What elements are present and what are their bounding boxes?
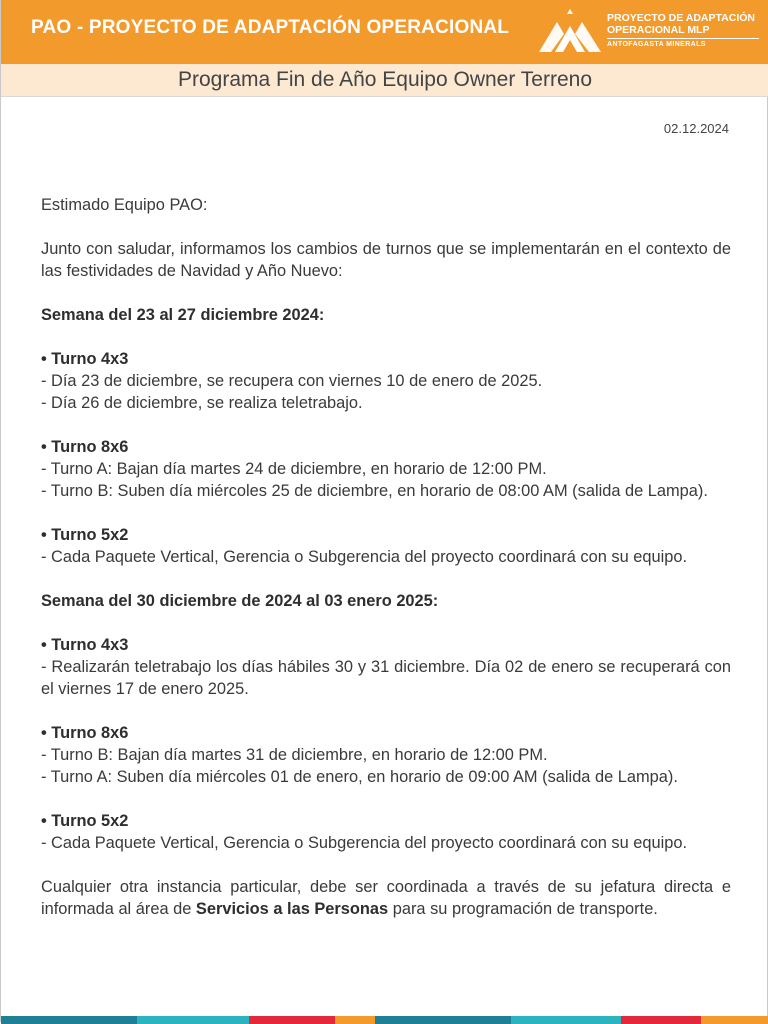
week-heading: Semana del 30 diciembre de 2024 al 03 enero 2025: xyxy=(41,592,439,610)
shift-line: - Cada Paquete Vertical, Gerencia o Subgerencia del proyecto coordinará con su equipo. xyxy=(41,834,688,852)
shift-title: • Turno 8x6 xyxy=(41,724,129,742)
letter-body xyxy=(41,194,731,920)
shift-title: • Turno 4x3 xyxy=(41,350,129,368)
mountain-logo-icon xyxy=(537,8,603,56)
logo-subtext: ANTOFAGASTA MINERALS xyxy=(607,38,759,49)
footer-strip-segment xyxy=(249,1016,335,1024)
footer-color-strip xyxy=(1,1016,768,1024)
header-bar xyxy=(1,0,768,64)
shift-line: - Cada Paquete Vertical, Gerencia o Subgerencia del proyecto coordinará con su equipo. xyxy=(41,548,688,566)
subtitle-band xyxy=(1,64,768,97)
footer-strip-segment xyxy=(335,1016,375,1024)
shift-line: - Turno B: Bajan día martes 31 de diciembre, en horario de 12:00 PM. xyxy=(41,746,548,764)
footer-strip-segment xyxy=(701,1016,768,1024)
shift-title: • Turno 8x6 xyxy=(41,438,129,456)
shift-line: - Turno A: Bajan día martes 24 de diciembre, en horario de 12:00 PM. xyxy=(41,460,547,478)
shift-title: • Turno 4x3 xyxy=(41,636,129,654)
closing-text: Cualquier otra instancia particular, debe ser coordinada a través de su jefatura directa e informada al área de xyxy=(41,878,731,918)
header-title: PAO - PROYECTO DE ADAPTACIÓN OPERACIONAL xyxy=(31,17,510,38)
closing-emphasis: Servicios a las Personas xyxy=(195,900,389,918)
footer-strip-segment xyxy=(511,1016,621,1024)
footer-strip-segment xyxy=(621,1016,701,1024)
shift-title: • Turno 5x2 xyxy=(41,812,129,830)
shift-line: - Día 23 de diciembre, se recupera con viernes 10 de enero de 2025. xyxy=(41,372,543,390)
greeting: Estimado Equipo PAO: xyxy=(41,196,208,214)
footer-strip-segment xyxy=(375,1016,511,1024)
logo-line2: OPERACIONAL MLP xyxy=(607,24,710,36)
document-subtitle: Programa Fin de Año Equipo Owner Terreno xyxy=(177,68,592,91)
shift-line: - Realizarán teletrabajo los días hábiles 30 y 31 diciembre. Día 02 de enero se recuperará con el viernes 17 de enero 2025. xyxy=(41,658,731,698)
shift-line: - Día 26 de diciembre, se realiza teletrabajo. xyxy=(41,394,363,412)
document-date: 02.12.2024 xyxy=(663,121,729,136)
shift-line: - Turno A: Suben día miércoles 01 de enero, en horario de 09:00 AM (salida de Lampa). xyxy=(41,768,678,786)
logo-text xyxy=(607,12,759,49)
intro-paragraph: Junto con saludar, informamos los cambios de turnos que se implementarán en el contexto de las festividades de Navidad y Año Nuevo: xyxy=(41,240,731,280)
closing-text-end: para su programación de transporte. xyxy=(388,900,658,918)
footer-strip-segment xyxy=(137,1016,249,1024)
footer-strip-segment xyxy=(1,1016,137,1024)
shift-title: • Turno 5x2 xyxy=(41,526,129,544)
week-heading: Semana del 23 al 27 diciembre 2024: xyxy=(41,306,325,324)
shift-line: - Turno B: Suben día miércoles 25 de diciembre, en horario de 08:00 AM (salida de Lampa). xyxy=(41,482,708,500)
closing-paragraph xyxy=(41,876,731,920)
logo-line1: PROYECTO DE ADAPTACIÓN xyxy=(607,12,755,24)
